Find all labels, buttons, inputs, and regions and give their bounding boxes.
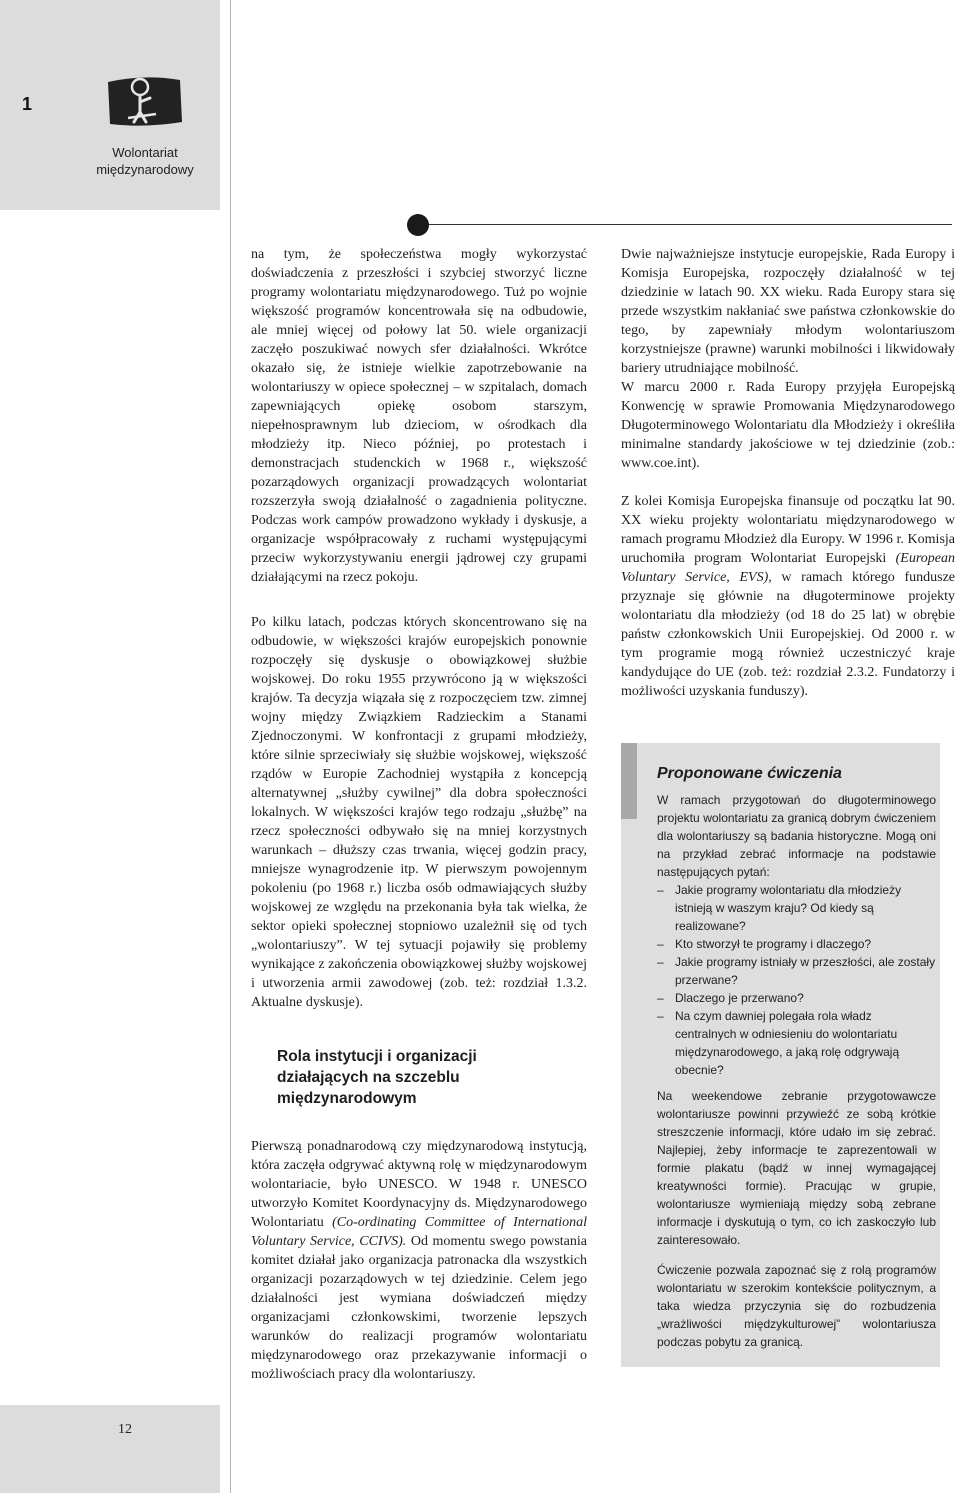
- paragraph-text: Od momentu swego powstania komitet działał jako organizacja patronacka dla wszystkich organizacji pozarządowych w tej dziedzinie. Celem jego działalności jest wymiana doświadczeń między organizacjami członkowskimi, tworzenie lepszych warunków do realizacji programów wolontariatu międzynarodowego oraz przekazywanie informacji o możliwościach pracy dla wolontariuszy.: [251, 1234, 587, 1382]
- exercise-box-accent: [621, 743, 637, 819]
- margin-divider: [230, 0, 231, 1493]
- section-heading: [277, 1046, 587, 1109]
- exercise-content: [657, 765, 936, 1351]
- paragraph: na tym, że społeczeństwa mogły wykorzystać doświadczenia z przeszłości i szybciej stworzyć liczne programy wolontariatu międzynarodowego. Tuż po wojnie większość programów koncentrowała się na odbudowie, ale mniej więcej od połowy lat 50. wiele organizacji zaczęło poszukiwać nowych sfer działalności. Wkrótce okazało się, że istnieje wielkie zapotrzebowanie na wolontariuszy w opiece społecznej – w szpitalach, domach zapewniających opiekę osobom starszym, niepełnosprawnym lub dzieciom, w ośrodkach dla młodzieży itp. Nieco później, po protestach i demonstracjach studenckich w 1968 r., większość pozarządowych organizacji prowadzących wolontariat rozszerzyła swoją działalność o zagadnienia polityczne. Podczas work campów prowadzono wykłady i dyskusje, a organizacje współpracowały z ruchami występującymi przeciw wykorzystywaniu energii jądrowej czy grupami działającymi na rzecz pokoju.: [251, 247, 587, 585]
- footer-panel: [0, 1405, 220, 1493]
- rule-bullet: [407, 214, 429, 236]
- left-column: [251, 245, 587, 1384]
- top-rule: [422, 224, 952, 225]
- chapter-title: [70, 144, 220, 178]
- section-heading-line: Rola instytucji i organizacji: [277, 1048, 477, 1065]
- section-heading-line: działających na szczeblu: [277, 1069, 460, 1086]
- right-column: [621, 245, 955, 701]
- question-item: – Dlaczego je przerwano?: [657, 989, 936, 1007]
- paragraph-text: Pierwszą ponadnarodową czy międzynarodową instytucją, która zaczęła odgrywać aktywną rolę w międzynarodowym wolontariacie, było UNESCO. W 1948 r. UNESCO utworzyło Komitet Koordynacyjny ds. Międzynarodowego Wolontariatu: [251, 1139, 587, 1230]
- exercise-intro: W ramach przygotowań do długoterminowego projektu wolontariatu za granicą dobrym ćwiczeniem dla wolontariuszy są badania historyczne. Mogą oni na przykład zebrać informacje na podstawie następujących pytań:: [657, 793, 936, 879]
- volunteer-figure-flag-icon: [104, 72, 186, 130]
- chapter-title-line2: międzynarodowy: [96, 162, 194, 177]
- page-number: 12: [118, 1422, 132, 1437]
- paragraph: [251, 1137, 587, 1384]
- chapter-number: 1: [22, 94, 33, 114]
- paragraph-italic: (Co-ordinating Committee of International Voluntary Service, CCIVS).: [251, 1215, 587, 1249]
- question-item: – Jakie programy istniały w przeszłości, ale zostały przerwane?: [657, 953, 936, 989]
- question-item: – Jakie programy wolontariatu dla młodzieży istnieją w waszym kraju? Od kiedy są realizowane?: [657, 881, 936, 935]
- exercise-paragraph: Na weekendowe zebranie przygotowawcze wolontariusze powinni przywieźć ze sobą krótkie streszczenie informacji, które udało im się zebrać. Najlepiej, żeby informacje te zaprezentowali w formie plakatu (bądź w innej wymagającej kreatywności formie). Pracując w grupie, wolontariusze wymieniają między sobą zebrane informacje i dyskutują o tym, co ich zaskoczyło lub zainteresowało.: [657, 1089, 936, 1247]
- paragraph: Dwie najważniejsze instytucje europejskie, Rada Europy i Komisja Europejska, rozpoczęły działalność w tej dziedzinie w latach 90. XX wieku. Rada Europy stara się przede wszystkim nakłaniać swe państwa członkowskie do tego, by zapewniały młodym wolontariuszom korzystniejsze (prawne) warunki mobilności i likwidowały bariery utrudniające mobilność.: [621, 247, 955, 376]
- question-item: – Kto stworzył te programy i dlaczego?: [657, 935, 936, 953]
- paragraph: Po kilku latach, podczas których skoncentrowano się na odbudowie, w większości krajów europejskich ponownie rozpoczęły się dyskusje o obowiązkowej służbie wojskowej. Do roku 1955 przywrócono ją w większości krajów. Ta decyzja wiązała się z rozpoczęciem tzw. zimnej wojny między Związkiem Radzieckim a Stanami Zjednoczonymi. W konfrontacji z grupami młodzieży, które silnie sprzeciwiały się służbie wojskowej, większość rządów w Europie Zachodniej wystąpiła z koncepcją alternatywnej „służby cywilnej” dla dobra społeczności lokalnych. W większości krajów tego rodzaju „służbę” na rzecz społeczności odbywało się na mniej korzystnych warunkach – dłuższy czas trwania, więcej godzin pracy, mniejsze wynagrodzenie itp. W pierwszym powojennym pokoleniu (po 1968 r.) liczba osób odmawiających służby wojskowej ze względu na przekonania była tak wielka, że sektor opieki społecznej stopniowo uzależnił się od tych „wolontariuszy”. W tej sytuacji pojawiły się problemy wynikające z zakończenia obowiązkowej służby wojskowej i utworzenia armii zawodowej (zob. też: rozdział 1.3.2. Aktualne dyskusje).: [251, 615, 587, 1010]
- paragraph-text: w ramach którego fundusze przyznaje się głównie na długoterminowe projekty wolontariatu dla młodzieży (od 18 do 25 lat) w obrębie państw członkowskich Unii Europejskiej. Od 2000 r. w tym programie mogą również uczestniczyć kraje kandydujące do UE (zob. też: rozdział 2.3.2. Fundatorzy i możliwości uzyskania funduszy).: [621, 570, 955, 699]
- question-list: [657, 881, 936, 1079]
- paragraph: [621, 492, 955, 701]
- section-heading-line: międzynarodowym: [277, 1090, 417, 1107]
- paragraph-text: Z kolei Komisja Europejska finansuje od początku lat 90. XX wieku projekty wolontariatu międzynarodowego w ramach programu Młodzież dla Europy. W 1996 r. Komisja uruchomiła program Wolontariat Europejski: [621, 494, 955, 566]
- chapter-title-line1: Wolontariat: [112, 145, 178, 160]
- exercise-paragraph: Ćwiczenie pozwala zapoznać się z rolą programów wolontariatu w szerokim kontekście politycznym, a taka wiedza przyczynia się do rozbudzenia „wrażliwości międzykulturowej” wolontariusza podczas pobytu za granicą.: [657, 1263, 936, 1349]
- question-item: – Na czym dawniej polegała rola władz centralnych w odniesieniu do wolontariatu międzynarodowego, a jaką rolę odgrywają obecnie?: [657, 1007, 936, 1079]
- paragraph: W marcu 2000 r. Rada Europy przyjęła Europejską Konwencję w sprawie Promowania Międzynarodowego Długoterminowego Wolontariatu dla Młodzieży i określiła minimalne standardy jakościowe w tej dziedzinie (zob.: www.coe.int).: [621, 380, 955, 471]
- paragraph-italic: (European Voluntary Service, EVS),: [621, 551, 955, 585]
- exercise-heading: Proponowane ćwiczenia: [657, 765, 842, 782]
